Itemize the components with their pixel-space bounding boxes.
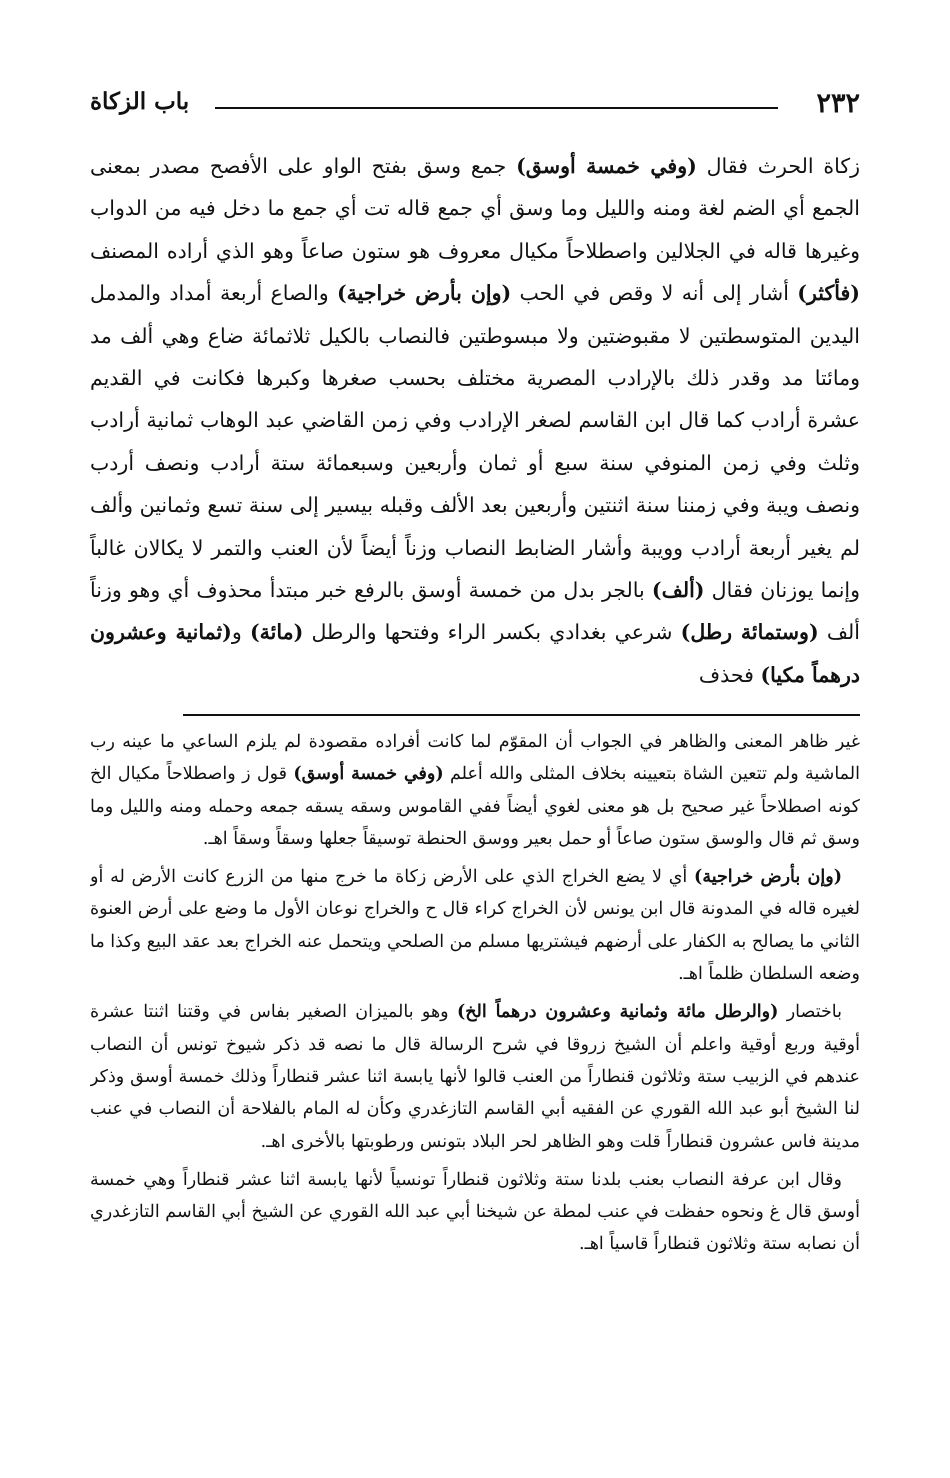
footnote-text-run: أي لا يضع الخراج الذي على الأرض زكاة ما خرج منها من الزرع كانت الأرض له أو لغيره قاله في المدونة قال ابن يونس لأن الخراج كراء قال ح والخراج نوعان الأول ما وضع على أرض العنوة الثاني ما يصالح به الكفار على أرضهم فيشتريها مسلم من الصلحي ويتحمل عنه الخراج بعد عقد البيع وكذا ما وضعه السلطان ظلماً اهـ. <box>90 867 860 985</box>
bold-phrase: (فأكثر) <box>797 281 860 306</box>
bold-phrase: (وستمائة رطل) <box>680 620 819 645</box>
footnote-paragraph <box>90 726 860 855</box>
footnote-paragraph <box>90 861 860 990</box>
bold-phrase: (ألف) <box>651 578 705 603</box>
main-text-run: والصاع أربعة أمداد والمدمل اليدين المتوسطتين لا مقبوضتين ولا مبسوطتين فالنصاب بالكيل ثلاثمائة ضاع وهي ألف مد ومائتا مد وقدر ذلك بالإرادب المصرية مختلف بحسب صغرها وكبرها فكانت في القديم عشرة أرادب كما قال ابن القاسم لصغر الإرادب وفي زمن القاضي عبد الوهاب ثمانية أرادب وثلث وفي زمن المنوفي سنة سبع أو ثمان وأربعين وسبعمائة ستة أرادب ونصف أردب ونصف ويبة وفي زمننا سنة اثنتين وأربعين بعد الألف وقبله بيسير إلى سنة تسع وثمانين وألف لم يغير أربعة أرادب وويبة وأشار الضابط النصاب وزناً أيضاً لأن العنب والتمر لا يكالان غالباً وإنما يوزنان فقال <box>90 281 860 603</box>
bold-phrase: (والرطل مائة وثمانية وعشرون درهماً الخ) <box>456 1002 779 1023</box>
bold-phrase: (وفي خمسة أوسق) <box>516 154 697 178</box>
bold-phrase: (وإن بأرض خراجية) <box>694 867 842 888</box>
main-text-run: بالجر بدل من خمسة أوسق بالرفع خبر مبتدأ محذوف أي وهو وزناً ألف <box>90 578 860 645</box>
chapter-title: باب الزكاة <box>90 88 190 115</box>
footnote-text-run: قول ز واصطلاحاً مكيال الخ كونه اصطلاحاً غير صحيح بل هو معنى لغوي أيضاً ففي القاموس وسقه يسقه جمعه وحمله ومنه والليل وما وسق ثم قال والوسق ستون صاعاً أو حمل بعير ووسق الحنطة توسيقاً جعلها وسقاً وسقاً اهـ. <box>90 764 860 849</box>
main-paragraph <box>90 145 860 696</box>
main-text-run: و <box>231 620 250 645</box>
main-text-run: فحذف <box>698 662 761 687</box>
bold-phrase: (وفي خمسة أوسق) <box>293 764 444 785</box>
footnote-paragraph <box>90 996 860 1157</box>
footnote-text-run: وقال ابن عرفة النصاب بعنب بلدنا ستة وثلاثون قنطاراً تونسياً لأنها يابسة اثنا عشر قنطاراً وهي خمسة أوسق قال غ ونحوه حفظت في عنب لمطة عن شيخنا أبي عبد الله القوري عن الشيخ أبي القاسم التازغدري أن نصابه ستة وثلاثون قنطاراً قاسياً اهـ. <box>90 1169 860 1255</box>
footnote-paragraph <box>90 1164 860 1261</box>
bold-phrase: (ثمانية وعشرون درهماً مكيا) <box>90 620 860 687</box>
page-header <box>90 82 860 132</box>
main-text <box>90 145 860 705</box>
bold-phrase: (وإن بأرض خراجية) <box>336 281 512 306</box>
footnote-text-run: باختصار <box>778 1002 842 1023</box>
main-text-run: أشار إلى أنه لا وقص في الحب <box>511 281 798 306</box>
header-rule <box>215 107 778 109</box>
main-text-run: شرعي بغدادي بكسر الراء وفتحها والرطل <box>303 620 681 645</box>
bold-phrase: (مائة) <box>249 620 304 645</box>
main-text-run: جمع وسق بفتح الواو على الأفصح مصدر بمعنى الجمع أي الضم لغة ومنه والليل وما وسق أي جمع قاله تت أي جمع ما دخل فيه من الدواب وغيرها قاله في الجلالين واصطلاحاً مكيال معروف هو ستون صاعاً وهو الذي أراده المصنف <box>90 154 860 263</box>
footnotes <box>90 726 860 1386</box>
main-text-run: زكاة الحرث فقال <box>696 154 860 178</box>
page-number: ٢٣٢ <box>816 88 860 119</box>
footnote-separator <box>183 714 860 716</box>
footnote-text-run: وهو بالميزان الصغير بفاس في وقتنا اثنتا عشرة أوقية وربع أوقية واعلم أن الشيخ زروقا في شرح الرسالة قال ما نصه قد ذكر شيوخ تونس أن النصاب عندهم في الزبيب ستة وثلاثون قنطاراً من العنب قالوا لأنها يابسة اثنا عشر قنطاراً وذلك خمسة أوسق وذكر لنا الشيخ أبو عبد الله القوري عن الفقيه أبي القاسم التازغدري وكأن له المام بالفلاحة أن النصاب في عنب مدينة فاس عشرون قنطاراً قلت وهو الظاهر لحر البلاد بتونس ورطوبتها بالأخرى اهـ. <box>90 1002 860 1152</box>
footnote-text-run: غير ظاهر المعنى والظاهر في الجواب أن المقوّم لما كانت أفراده مقصودة لم يلزم الساعي ما عينه رب الماشية ولم تتعين الشاة بتعيينه بخلاف المثلى والله أعلم <box>90 732 860 785</box>
